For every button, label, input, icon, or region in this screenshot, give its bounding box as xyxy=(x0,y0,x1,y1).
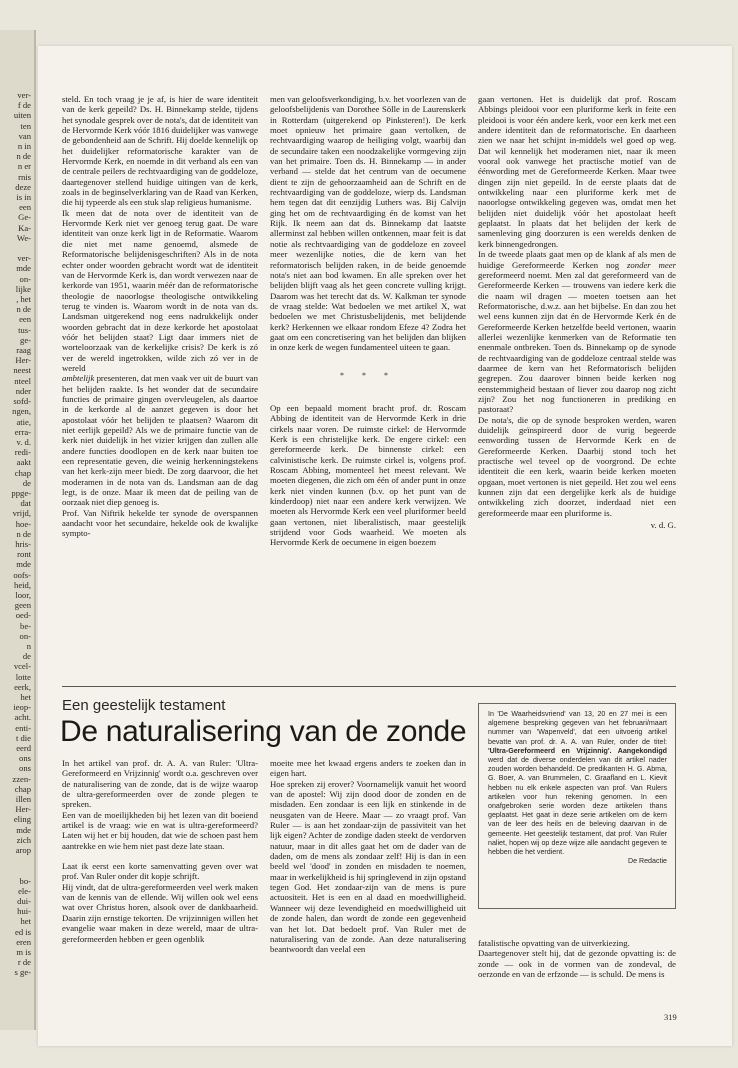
facing-page-fragment: eerk, xyxy=(14,681,31,692)
facing-page-fragment: hoe- xyxy=(15,518,31,529)
facing-page-fragment: m is xyxy=(16,947,31,958)
article2-kicker: Een geestelijk testament xyxy=(62,697,226,714)
article1-paragraph: Ik meen dat de nota over de identiteit van de Hervormde Kerk niet ver genoeg terug gaat. De ware identiteit van onze kerk ligt in de Reformatie. Waarom die niet met name genoemd, alsmede de Reformatorische belijdenisgeschriften? Als in de nota echter onder woorden gebracht wordt wat de identiteit van de Hervormde Kerk is, dan wordt verwezen naar de kerkorde van 1951, waarin méér dan de reformatorische theologie de naoorlogse theologische ontwikkeling terug te vinden is. Waarom wordt in de nota van ds. Landsman uitgerekend nog eens nadrukkelijk onder woorden gebracht dat in deze kerkorde het apostolaat vóór het belijden staat? Ligt daar immers niet de worteloorzaak van de kerkelijke crisis? De kerk is zó ver de wereld ingetrokken, wilde zich zó ver in de wereld xyxy=(62,207,258,373)
facing-page-fragment: , het xyxy=(16,294,31,305)
article2-paragraph: In het artikel van prof. dr. A. A. van Ruler: 'Ultra-Gereformeerd en Vrijzinnig' wordt o.a. geschreven over de naturalisering van de zonde, dat is de wijze waarop de ultra-gereformeerden over de zonde plegen te spreken. xyxy=(62,758,258,810)
article2-paragraph: Daartegenover stelt hij, dat de gezonde opvatting is: de zonde — ook in de vormen van de zondeval, de oerzonde en van de erfzonde — is schuld. De mens is xyxy=(478,948,676,980)
facing-page-fragment: be- xyxy=(20,620,31,631)
facing-page-fragment: ele- xyxy=(18,885,31,896)
facing-page-fragment: dui- xyxy=(17,896,31,907)
facing-page-fragment: hris- xyxy=(15,538,31,549)
facing-page-fragment: atie, xyxy=(16,416,31,427)
facing-page-fragment: v. d. xyxy=(16,436,31,447)
editorial-note-signature: De Redactie xyxy=(627,857,667,866)
facing-page-fragment: redi- xyxy=(14,447,31,458)
facing-page-fragment: r de xyxy=(17,957,31,968)
facing-page-fragment: oed- xyxy=(15,610,31,621)
facing-page-fragment: het xyxy=(20,691,31,702)
facing-page-fragment: n in xyxy=(17,141,31,152)
facing-page-fragment: een xyxy=(19,202,31,213)
facing-page-fragment: heid, xyxy=(14,579,31,590)
facing-page-fragment: acht. xyxy=(14,712,31,723)
facing-page-fragment: ons xyxy=(19,753,31,764)
facing-page-fragment: dat xyxy=(20,498,31,509)
facing-page-fragment: ed is xyxy=(15,926,31,937)
facing-page-fragment: ten xyxy=(20,120,31,131)
article2-paragraph: moeite mee het kwaad ergens anders te zoeken dan in eigen hart. xyxy=(270,758,466,779)
facing-page-fragment: ieop- xyxy=(13,702,31,713)
facing-page-fragment: hui- xyxy=(17,906,31,917)
facing-page-fragment: lotte xyxy=(15,671,31,682)
article2-column-1 xyxy=(62,758,258,944)
facing-page-fragment: n de xyxy=(16,304,31,315)
article1-column-1 xyxy=(62,94,258,539)
facing-page-fragment: mde xyxy=(16,559,31,570)
facing-page-fragment: illen xyxy=(15,794,31,805)
facing-page-fragment: uiten xyxy=(13,110,31,121)
article2-paragraph: Een van de moeilijkheden bij het lezen van dit boeiend artikel is de vraag: wie en wat is ultra-gereformeerd? Laten wij het er bij houden, dat wie de schoen past hem aantrekke en wie hem niet past deze late staan. xyxy=(62,809,258,851)
facing-page-fragment: nder xyxy=(15,385,31,396)
facing-page-fragment: n de xyxy=(16,151,31,162)
facing-page-fragment: Ge- xyxy=(18,212,31,223)
article1-column-2 xyxy=(270,94,466,548)
facing-page-fragment: vcel- xyxy=(13,661,31,672)
facing-page-fragment: erra- xyxy=(14,426,31,437)
facing-page-fragment: ngen, xyxy=(12,406,31,417)
facing-page-fragment: on- xyxy=(19,273,31,284)
facing-page-fragment: van xyxy=(18,130,31,141)
article1-column-3 xyxy=(478,94,676,530)
facing-page-fragment xyxy=(0,243,34,253)
facing-page-fragment: arop xyxy=(15,845,31,856)
facing-page-fragment: n xyxy=(26,640,31,651)
facing-page-fragment: ront xyxy=(17,549,31,560)
facing-page-fragment: zich xyxy=(16,834,31,845)
article2-paragraph: Hoe spreken zij erover? Voornamelijk vanuit het woord van de apostel: Wij zijn dood door de zonden en de misdaden. Een zondaar is een lijk en stinkende in de neusgaten van de Heere. Maar — zo vraagt prof. Van Ruler — is aan het zondaar-zijn de passiviteit van het lijk eigen? Achter de zondige daden steekt de verdorven natuur, maar in dit alles gaat het om de dader van de daden, om de mens als zondaar zelf! Hij is dan in een beeld wel 'dood' in zonden en misdaden te noemen, maar in werkelijkheid is hij springlevend in zijn opstand tegen God. Het zondaar-zijn van de mens is pure actuositeit. Het is een en al daad en moedwilligheid. Wanneer wij deze levendigheid en moedwilligheid uit de zonde halen, dan wordt de zonde een gegevenheid van het lot. Dat bedoelt prof. Van Ruler met de naturalisering van de zonde. Aan deze naturalisering beantwoordt dan veelal een xyxy=(270,778,466,955)
facing-page-fragment: chap xyxy=(14,783,31,794)
editorial-note-box xyxy=(478,703,676,909)
article1-paragraph: gaan vertonen. Het is duidelijk dat prof. Roscam Abbings pleidooi voor een pluriforme kerk in feite een pleidooi is voor één andere kerk, voor een kerk met een andere identiteit dan de reformatorische. En daarheen zien we naar het schijnt in-middels wel goed op weg. Dat wil kennelijk het moderamen niet, naar ik meen vooral ook vanwege het practische motief van de éénwording met de Gereformeerde Kerken. Maar twee dingen zijn niet gepeild. In de eerste plaats dat de ontwikkeling naar een pluriforme kerk met de naoorlogse ontwikkeling gegeven was, omdat men het belijden niet duidelijk vóór het apostolaat heeft geplaatst. In plaats dat het belijden der kerk de samenleving ging doorzuren is een werelds denken de kerk binnengedrongen. xyxy=(478,94,676,249)
facing-page-fragment: het xyxy=(20,916,31,927)
facing-page-fragment: sofd- xyxy=(13,396,31,407)
facing-page-fragment: eerd xyxy=(16,743,31,753)
facing-page-fragment: t die xyxy=(15,732,31,743)
facing-page-fragment xyxy=(0,865,34,875)
facing-page-fragment: oofs- xyxy=(13,569,31,580)
page-number: 319 xyxy=(664,1012,677,1022)
facing-page-fragment: bo- xyxy=(19,875,31,886)
facing-page-fragment: mde xyxy=(16,824,31,835)
facing-page-fragment xyxy=(0,855,34,865)
facing-page-fragments xyxy=(0,30,34,978)
facing-page-fragment: nteel xyxy=(14,375,31,386)
facing-page-fragment: Her- xyxy=(15,355,31,366)
article1-paragraph: De nota's, die op de synode besproken werden, waren duidelijk geïnspireerd door de vurig begeerde eenwording tussen de Hervormde Kerk en de Gereformeerde Kerken. Daarbij stond toch het practische wel teveel op de voorgrond. De echte identiteit die een kerk, waarin beide kerken moeten opgaan, moet vertonen is niet gepeild. Het zou wel eens kunnen zijn dat een dergelijke kerk als de huidige ontwikkeling zich doorzet, inderdaad niet een gereformeerde maar een pluriforme is. xyxy=(478,414,676,518)
author-signature: v. d. G. xyxy=(650,520,676,531)
editorial-note-text: In 'De Waarheidsvriend' van 13, 20 en 27 mei is een algemene bespreking gegeven van het februari/maart nummer van 'Wapenveld', dat een uitvoerig artikel bevatte van prof. dr. A. A. van Ruler, onder de titel: 'Ultra-Gereformeerd en Vrijzinnig'. Aangekondigd werd dat de diverse onderdelen van dit artikel nader zouden worden behandeld. De predikanten H. G. Abma, G. Boer, A. van Brummelen, C. Graafland en L. Kievit hebben nu elk enkele aspecten van prof. Van Rulers artikelen voor hun rekening genomen. In een onafgebroken serie worden deze artikelen thans geplaatst. Het gaat in deze serie artikelen om de kern van de leer des heils en de beleving daarvan in de gemeente. Het geestelijk testament, dat prof. Van Ruler naliet, hopen wij op deze wijze alle aandacht gegeven te hebben die het verdient. xyxy=(488,710,667,857)
facing-page-fragment: tus- xyxy=(18,324,31,335)
facing-page-fragment: chap xyxy=(14,467,31,478)
facing-page-fragment: deze xyxy=(15,181,31,192)
facing-page-fragment: zzen- xyxy=(12,773,31,784)
facing-page-fragment: rnis xyxy=(18,171,31,182)
article2-paragraph: Hij vindt, dat de ultra-gereformeerden veel werk maken van de kennis van de ellende. Wij willen ook wel eens wat over Christus horen, alsook over de dankbaarheid. Daarin zijn ernstige tekorten. De vrijzinnigen willen het evangelie waar maken in deze wereld, maar de ultra-gereformeerden hebben er geen ogenblik xyxy=(62,881,258,944)
facing-page-fragment: Ka- xyxy=(18,222,31,233)
facing-page-fragment: een xyxy=(19,314,31,325)
facing-page-fragment: mde xyxy=(16,263,31,274)
article2-headline: De naturalisering van de zonde xyxy=(60,715,467,748)
facing-page-fragment: ge- xyxy=(20,334,31,345)
facing-page-fragment: ons xyxy=(19,763,31,774)
article2-column-2 xyxy=(270,758,466,955)
facing-page-fragment: vrijd, xyxy=(12,508,31,519)
emphasis-word: ambtelijk xyxy=(62,373,95,384)
section-divider xyxy=(62,686,676,687)
facing-page-fragment: geen xyxy=(14,600,31,611)
facing-page-edge xyxy=(0,30,36,1030)
facing-page-fragment: loor, xyxy=(15,589,31,600)
facing-page-fragment: We- xyxy=(16,232,31,243)
facing-page-fragment: neest xyxy=(13,365,31,376)
section-separator: * * * xyxy=(340,370,396,380)
article2-column-3 xyxy=(478,938,676,979)
magazine-page xyxy=(38,46,732,1046)
article2-paragraph: fatalistische opvatting van de uitverkiezing. xyxy=(478,938,630,948)
article1-paragraph: men van geloofsverkondiging, b.v. het voorlezen van de geloofsbelijdenis van Dorothee Sölle in de Laurenskerk in Rotterdam (uitgerekend op Pinksteren!). De kerk moet opnieuw het primaire gaan vertolken, de rechtvaardiging waarop de heiliging volgt, waarbij dan de secundaire taken een noodzakelijke vormgeving zijn van het primaire. Toen ds. H. Binnekamp — in ander verband — stelde dat het centrum van de oecumene dient te zijn de gehoorzaamheid aan de Schrift en de rechtvaardiging van de goddeloze, wierp ds. Landsman hem tegen dat dit eenzijdig Luthers was. Bij Calvijn ging het om de rechtvaardiging én de komst van het Rijk. Ik neem aan dat ds. Binnekamp dat laatste allerminst zal hebben willen ontkennen, maar feit is dat notie als rechtvaardiging van de goddeloze en zoveel meer wezenlijke noties, die de kern van het reformatorisch belijden raken, in de beide genoemde nota's niet aan bod kwamen. En alle spreken over het belijden blijft vaag als het geen concrete vulling krijgt. Daarom was het terecht dat ds. W. Kalkman ter synode de vraag stelde: Wat bedoelen we met artikel X, wat bedoelen we met Christusbelijdenis, met belijdende kerk? Herkennen we elkaar rondom Efeze 4? Zodra het gaat om een concretisering van het belijden dan blijken in onze kerk de wegen fundamenteel uiteen te gaan. xyxy=(270,94,466,353)
facing-page-fragment: f de xyxy=(17,100,31,111)
article1-paragraph: steld. En toch vraag je je af, is hier de ware identiteit van de kerk gepeild? Ds. H. Binnekamp stelde, tijdens het synodale gesprek over de nota's, dat de identiteit van de Hervormde Kerk vóór 1816 duidelijker was vanwege de gebondenheid aan de Schrift. Hij doelde kennelijk op het duidelijker reformatorische karakter van de Hervormde Kerk, en noemde in dit verband als een van de centrale peilers de rechtvaardiging van de goddeloze, daartegenover stellend huidige uitingen van de kerk, zoals in de beginselverklaring van de Raad van Kerken, die hij typeerde als een stuk slap religieus humanisme. xyxy=(62,94,259,208)
facing-page-fragment: ppge- xyxy=(11,487,31,498)
facing-page-fragment: eren xyxy=(16,936,31,947)
facing-page-fragment: s ge- xyxy=(14,967,31,978)
facing-page-fragment: aakt xyxy=(16,457,31,468)
facing-page-fragment: is in xyxy=(16,192,31,203)
facing-page-fragment: ver- xyxy=(17,253,31,264)
article1-paragraph: ambtelijk presenteren, dat men vaak ver uit de buurt van het belijden raakte. Is het wonder dat de secundaire functies de primaire gingen overvleugelen, als daartoe in de kerkorde al de aanzet gegeven is door het apostolaat vóór het belijden te plaatsen? Waarom dit niet eerlijk gepeild? Als we de primaire functie van de kerk niet duidelijk in het vizier krijgen dan zullen alle andere functies doodlopen en de kerk naar buiten toe een representatie geven, die weinig herkenningstekens van het kerk-zijn meer biedt. De zorg daarvoor, die het moderamen in de nota van ds. Landsman aan de dag legt, is de onze. Maar ik meen dat de peiling van de oorzaak niet diep genoeg is. xyxy=(62,373,259,508)
article1-paragraph: Op een bepaald moment bracht prof. dr. Roscam Abbing de identiteit van de Hervormde Kerk in drie cirkels naar voren. De ruimste cirkel: de Hervormde Kerk is een christelijke kerk. De engere cirkel: een gereformeerde kerk. De binnenste cirkel: een calvinistische kerk. De ruimste cirkel is, volgens prof. Roscam Abbing, momenteel het meest relevant. We moeten diegenen, die zich om één of ander punt in onze kerk niet vinden kunnen (b.v. op het punt van de kinderdoop) niet naar een andere kerk verwijzen. We moeten als Hervormde Kerk een veel pluriformer beeld gaan vertonen, niet liberalistisch, maar geestelijk strijdend voor Gods waarheid. We moeten als Hervormde Kerk de oecumene in eigen boezem xyxy=(270,402,466,548)
facing-page-fragment: n er xyxy=(17,161,31,172)
facing-page-fragment: Her- xyxy=(15,804,31,815)
facing-page-fragment: eling xyxy=(13,814,31,825)
editorial-note-title: 'Ultra-Gereformeerd en Vrijzinnig'. Aangekondigd xyxy=(488,746,667,755)
facing-page-fragment: n de xyxy=(16,528,31,539)
facing-page-fragment: de xyxy=(22,651,31,662)
facing-page-fragment: enti- xyxy=(15,722,31,733)
emphasis-word: zonder meer xyxy=(627,259,676,270)
article1-paragraph: Prof. Van Niftrik hekelde ter synode de overspannen aandacht voor het secundaire, hekelde ook de kwalijke sympto- xyxy=(62,507,258,539)
facing-page-fragment: lijke xyxy=(15,283,31,294)
facing-page-fragment: on- xyxy=(19,630,31,641)
facing-page-fragment: ver- xyxy=(17,90,31,100)
article2-paragraph: Laat ik eerst een korte samenvatting geven over wat prof. Van Ruler onder dit kopje schrijft. xyxy=(62,861,258,882)
article1-paragraph: In de tweede plaats gaat men op de klank af als men de huidige Gereformeerde Kerken nog zonder meer gereformeerd noemt. Men zal dat gereformeerd van de Gereformeerde Kerken — trouwens van iedere kerk die die naam wil dragen — moeten toetsen aan het Reformatorische, d.w.z. aan het bijbelse. En dan zou het wel eens kunnen zijn dat én de Hervormde Kerk én de Gereformeerde Kerken hetzelfde beeld vertonen, waarin allerlei wezenlijke kenmerken van de Reformatie ten enenmale ontbreken. Toen ds. Binnekamp op de synode de rechtvaardiging van de goddeloze centraal stelde was daarmee de kern van het Reformatorisch belijden gegrepen. Zou daarover binnen beide kerken nog eenstemmigheid bestaan of liever zou daarop nog zicht zijn? Zou het nog functioneren in prediking en pastoraat? xyxy=(478,249,676,415)
facing-page-fragment: raag xyxy=(16,345,31,356)
facing-page-fragment: de xyxy=(22,477,31,488)
